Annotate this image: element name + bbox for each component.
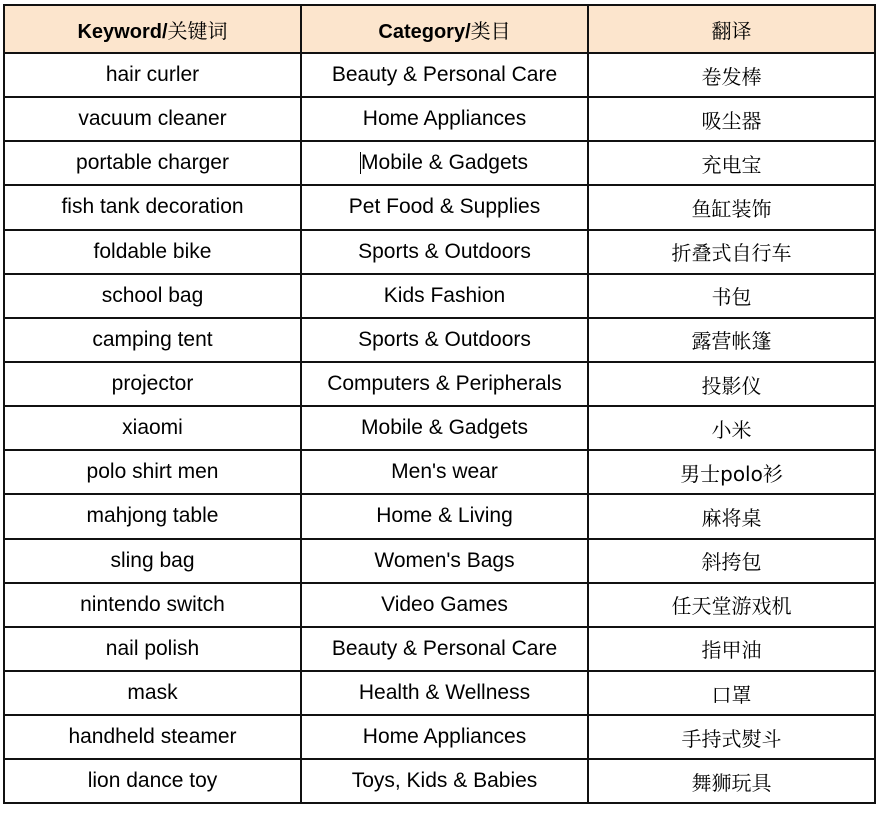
translation-cell[interactable]: 小米: [588, 406, 875, 450]
keyword-cell[interactable]: sling bag: [4, 539, 301, 583]
translation-cell[interactable]: 充电宝: [588, 141, 875, 185]
table-row: [4, 318, 875, 362]
translation-cell[interactable]: 斜挎包: [588, 539, 875, 583]
keyword-cell[interactable]: portable charger: [4, 141, 301, 185]
keyword-table: [3, 4, 876, 804]
keyword-cell[interactable]: lion dance toy: [4, 759, 301, 803]
category-cell[interactable]: Health & Wellness: [301, 671, 588, 715]
category-cell[interactable]: Women's Bags: [301, 539, 588, 583]
header-category-en: Category/: [378, 20, 471, 43]
keyword-cell[interactable]: handheld steamer: [4, 715, 301, 759]
translation-cell[interactable]: 书包: [588, 274, 875, 318]
table-row: [4, 230, 875, 274]
keyword-cell[interactable]: nintendo switch: [4, 583, 301, 627]
category-cell[interactable]: Kids Fashion: [301, 274, 588, 318]
keyword-cell[interactable]: vacuum cleaner: [4, 97, 301, 141]
category-cell[interactable]: Home & Living: [301, 494, 588, 538]
translation-cell[interactable]: 露营帐篷: [588, 318, 875, 362]
category-cell[interactable]: Pet Food & Supplies: [301, 185, 588, 229]
table-row: [4, 362, 875, 406]
translation-cell[interactable]: 指甲油: [588, 627, 875, 671]
keyword-cell[interactable]: fish tank decoration: [4, 185, 301, 229]
translation-cell[interactable]: 吸尘器: [588, 97, 875, 141]
category-cell-active[interactable]: [301, 141, 588, 185]
keyword-cell[interactable]: foldable bike: [4, 230, 301, 274]
header-keyword-zh: 关键词: [167, 20, 228, 43]
table-row: [4, 539, 875, 583]
translation-cell[interactable]: 手持式熨斗: [588, 715, 875, 759]
translation-cell[interactable]: 卷发棒: [588, 53, 875, 97]
translation-cell[interactable]: 任天堂游戏机: [588, 583, 875, 627]
translation-cell[interactable]: 男士polo衫: [588, 450, 875, 494]
header-keyword-en: Keyword/: [77, 20, 168, 43]
category-cell[interactable]: Video Games: [301, 583, 588, 627]
table-row: [4, 274, 875, 318]
keyword-cell[interactable]: polo shirt men: [4, 450, 301, 494]
header-translation-label: 翻译: [711, 20, 752, 43]
translation-cell[interactable]: 鱼缸装饰: [588, 185, 875, 229]
table-row: [4, 627, 875, 671]
table-body: [4, 53, 875, 803]
keyword-cell[interactable]: projector: [4, 362, 301, 406]
header-keyword[interactable]: [4, 5, 301, 53]
header-translation[interactable]: [588, 5, 875, 53]
table-row: [4, 97, 875, 141]
category-cell[interactable]: Home Appliances: [301, 97, 588, 141]
table-row: [4, 406, 875, 450]
keyword-cell[interactable]: mahjong table: [4, 494, 301, 538]
table-row: [4, 450, 875, 494]
category-cell-text: Mobile & Gadgets: [361, 151, 528, 175]
table-row: [4, 494, 875, 538]
table-row: [4, 671, 875, 715]
text-cursor: [360, 152, 361, 174]
keyword-cell[interactable]: mask: [4, 671, 301, 715]
table-row: [4, 715, 875, 759]
category-cell[interactable]: Computers & Peripherals: [301, 362, 588, 406]
keyword-cell[interactable]: hair curler: [4, 53, 301, 97]
table-row: [4, 583, 875, 627]
keyword-cell[interactable]: school bag: [4, 274, 301, 318]
table-row: [4, 141, 875, 185]
table-row: [4, 185, 875, 229]
category-cell[interactable]: Home Appliances: [301, 715, 588, 759]
category-cell[interactable]: Mobile & Gadgets: [301, 406, 588, 450]
keyword-cell[interactable]: camping tent: [4, 318, 301, 362]
table-row: [4, 759, 875, 803]
category-cell[interactable]: Beauty & Personal Care: [301, 627, 588, 671]
category-cell-text-wrap: [361, 151, 528, 175]
translation-cell[interactable]: 口罩: [588, 671, 875, 715]
translation-cell[interactable]: 折叠式自行车: [588, 230, 875, 274]
keyword-cell[interactable]: nail polish: [4, 627, 301, 671]
translation-cell[interactable]: 麻将桌: [588, 494, 875, 538]
header-category[interactable]: [301, 5, 588, 53]
category-cell[interactable]: Sports & Outdoors: [301, 230, 588, 274]
translation-cell[interactable]: 投影仪: [588, 362, 875, 406]
category-cell[interactable]: Beauty & Personal Care: [301, 53, 588, 97]
header-category-zh: 类目: [470, 20, 511, 43]
keyword-cell[interactable]: xiaomi: [4, 406, 301, 450]
category-cell[interactable]: Men's wear: [301, 450, 588, 494]
table-row: [4, 53, 875, 97]
category-cell[interactable]: Toys, Kids & Babies: [301, 759, 588, 803]
header-row: [4, 5, 875, 53]
table-header: [4, 5, 875, 53]
translation-cell[interactable]: 舞狮玩具: [588, 759, 875, 803]
category-cell[interactable]: Sports & Outdoors: [301, 318, 588, 362]
